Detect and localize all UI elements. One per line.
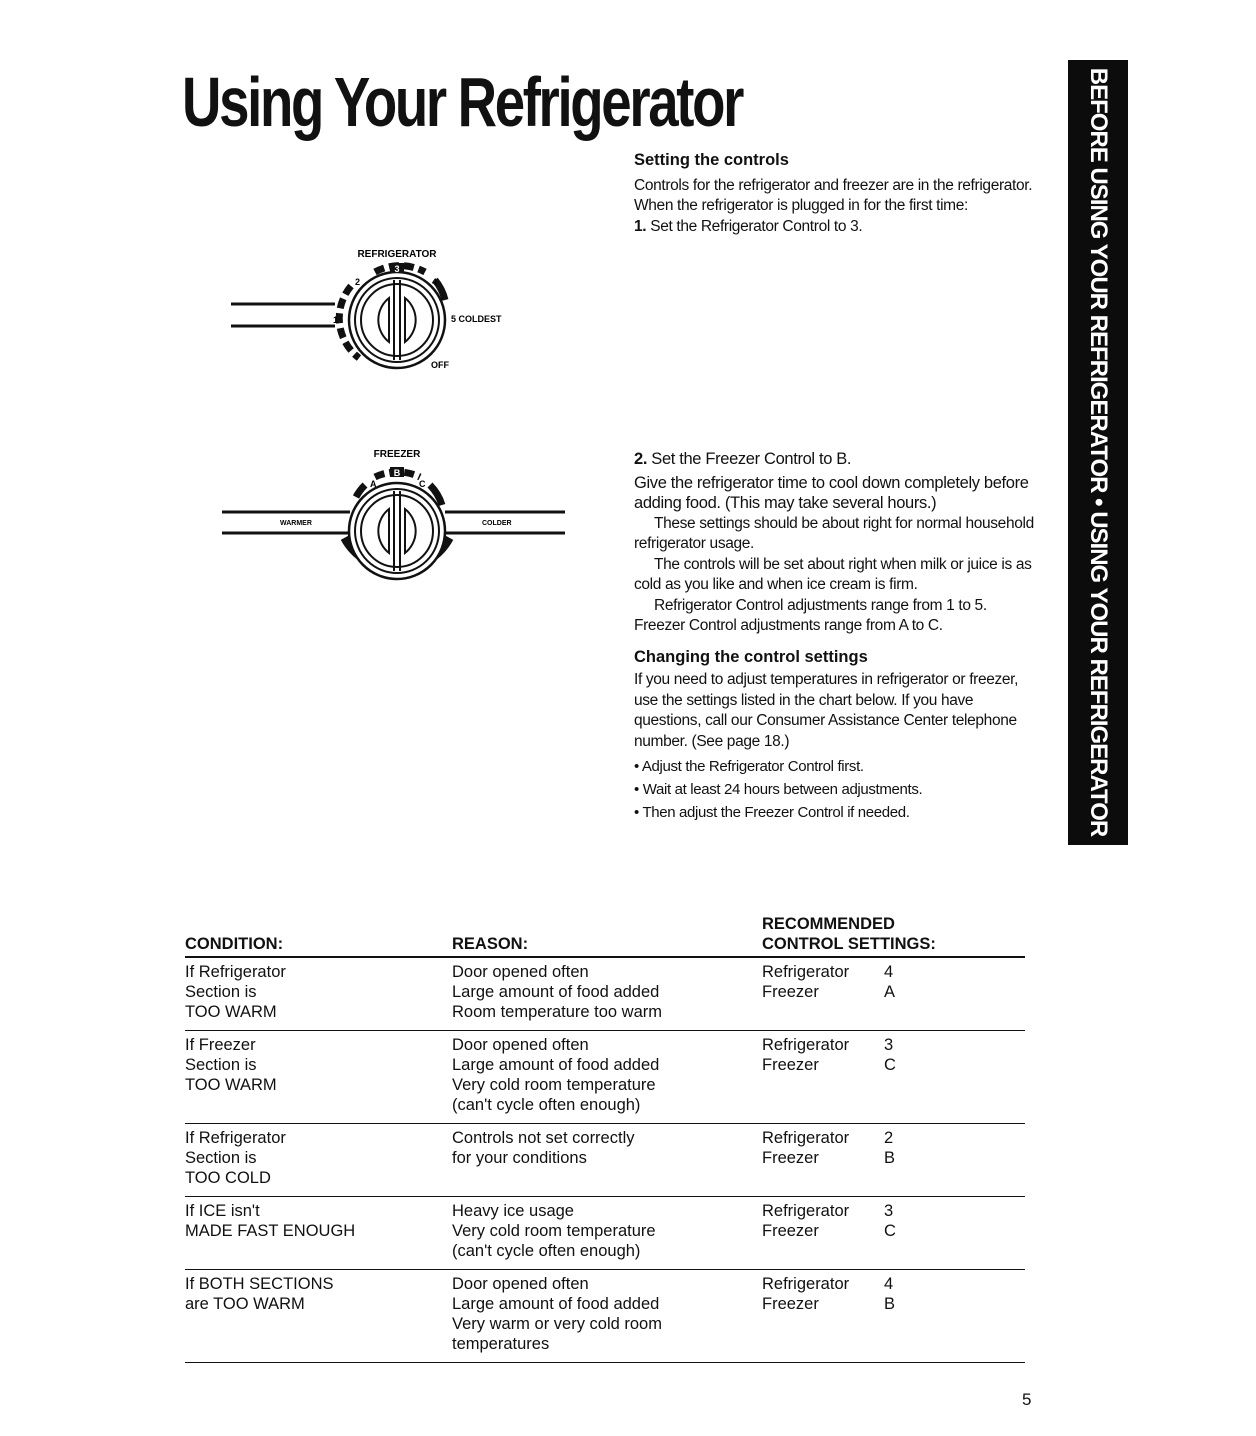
header-settings: RECOMMENDED [762,915,895,933]
cell-line: Section is [185,1149,257,1167]
page-title: Using Your Refrigerator [182,63,743,141]
paragraph: Give the refrigerator time to cool down completely before adding food. (This may take several hours.) [634,473,1029,512]
step-text: Set the Refrigerator Control to 3. [650,217,863,235]
cell-line: 3 [884,1036,894,1054]
section-heading: Setting the controls [634,151,789,169]
cell-line: Freezer [762,1295,819,1313]
cell-line: 4 [884,1275,894,1293]
cell-line: Section is [185,983,257,1001]
cell-line: Door opened often [452,1036,589,1054]
cell-line: Room temperature too warm [452,1003,662,1021]
dial-mark: 2 [355,277,361,287]
cell-line: Door opened often [452,1275,589,1293]
cell-line: B [884,1149,896,1167]
step-number: 1. [634,217,647,235]
cell-reason [452,1035,659,1115]
table-row [185,1270,1025,1363]
cell-line: Large amount of food added [452,983,660,1001]
dial-mark: 4 [432,277,438,287]
cell-line: Refrigerator [762,963,850,981]
cell-line: Very cold room temperature [452,1076,656,1094]
dial-colder-label: COLDER [482,520,512,527]
table-row [185,1031,1025,1124]
cell-line: Refrigerator [762,1275,850,1293]
changing-settings-section [634,647,1039,825]
cell-line: If Freezer [185,1036,256,1054]
cell-line: TOO COLD [185,1169,271,1187]
cell-line: TOO WARM [185,1003,277,1021]
cell-values [884,962,895,1002]
cell-values [884,1274,895,1314]
cell-line: Controls not set correctly [452,1129,635,1147]
cell-line: 3 [884,1202,894,1220]
cell-line: Large amount of food added [452,1056,660,1074]
paragraph: These settings should be about right for normal household refrigerator usage. [634,514,1034,552]
section-side-tab [1068,60,1128,845]
cell-line: Freezer [762,1149,819,1167]
cell-line: Very warm or very cold room [452,1315,662,1333]
cell-line: (can't cycle often enough) [452,1242,641,1260]
cell-reason [452,1274,662,1354]
dial-mark: C [419,479,426,489]
freezer-dial-selected: B [393,468,401,478]
cell-line: Very cold room temperature [452,1222,656,1240]
side-tab-label: BEFORE USING YOUR REFRIGERATOR • USING YOUR REFRIGERATOR [1085,67,1112,837]
control-settings-table [185,912,1025,1363]
paragraph: Refrigerator Control adjustments range from 1 to 5. Freezer Control adjustments range from A to C. [634,596,987,634]
cell-line: 2 [884,1129,894,1147]
cell-values [884,1035,896,1075]
cell-settings [762,962,849,1002]
dial-off-label: OFF [431,360,449,370]
table-row [185,958,1025,1031]
header-reason: REASON: [452,935,529,953]
cell-settings [762,1035,849,1075]
setting-controls-section [634,150,1039,237]
cell-line: If Refrigerator [185,1129,286,1147]
cell-reason [452,962,662,1022]
cell-condition [185,1035,277,1095]
cell-line: TOO WARM [185,1076,277,1094]
cell-line: C [884,1222,896,1240]
refrigerator-dial-diagram [225,240,525,400]
bullet-text: Then adjust the Freezer Control if needed. [642,804,910,821]
bullet-item: • Wait at least 24 hours between adjustments. [634,781,923,798]
table-header [185,912,1025,958]
cell-condition [185,1128,286,1188]
cell-line: If Refrigerator [185,963,286,981]
page-number: 5 [1022,1390,1032,1409]
refrigerator-dial-label: REFRIGERATOR [357,249,437,260]
step-text: Set the Freezer Control to B. [651,450,852,468]
cell-reason [452,1201,656,1261]
cell-line: MADE FAST ENOUGH [185,1222,356,1240]
paragraph: Controls for the refrigerator and freezer are in the refrigerator. When the refrigerator is plugged in for the first time: [634,176,1033,214]
step-number: 2. [634,450,648,468]
right-column-flow [634,449,1039,824]
cell-condition [185,962,286,1022]
cell-line: Freezer [762,1222,819,1240]
cell-line: Refrigerator [762,1036,850,1054]
freezer-dial-diagram [220,445,570,595]
cell-line: Heavy ice usage [452,1202,574,1220]
header-condition: CONDITION: [185,935,284,953]
cell-condition [185,1274,334,1314]
cell-values [884,1128,895,1168]
freezer-dial-label: FREEZER [373,449,421,460]
refrigerator-dial-selected: 3 [394,264,400,274]
cell-line: If ICE isn't [185,1202,260,1220]
dial-coldest-label: 5 COLDEST [451,314,502,324]
cell-line: Large amount of food added [452,1295,660,1313]
dial-mark: 1 [333,315,339,325]
cell-line: (can't cycle often enough) [452,1096,641,1114]
cell-condition [185,1201,355,1241]
bullet-text: Adjust the Refrigerator Control first. [641,758,864,775]
table-row [185,1197,1025,1270]
cell-line: B [884,1295,896,1313]
cell-line: Section is [185,1056,257,1074]
cell-line: Refrigerator [762,1129,850,1147]
table-row [185,1124,1025,1197]
cell-line: Freezer [762,983,819,1001]
cell-settings [762,1201,849,1241]
cell-settings [762,1274,849,1314]
cell-values [884,1201,896,1241]
cell-line: 4 [884,963,894,981]
cell-line: A [884,983,896,1001]
cell-line: for your conditions [452,1149,587,1167]
cell-line: If BOTH SECTIONS [185,1275,334,1293]
dial-mark: A [370,479,377,489]
header-settings: CONTROL SETTINGS: [762,935,936,953]
dial-warmer-label: WARMER [280,520,312,527]
section-heading: Changing the control settings [634,647,868,666]
bullet-text: Wait at least 24 hours between adjustments. [642,781,923,798]
table-body [185,958,1025,1363]
paragraph: If you need to adjust temperatures in refrigerator or freezer, use the settings listed in the chart below. If you have questions, call our Consumer Assistance Center telephone number. (See page 18.) [634,671,1019,750]
cell-reason [452,1128,634,1168]
header-settings-group [762,914,936,954]
cell-line: Freezer [762,1056,819,1074]
bullet-item: • Then adjust the Freezer Control if needed. [634,804,910,821]
bullet-item: • Adjust the Refrigerator Control first. [634,758,864,775]
cell-line: C [884,1056,896,1074]
cell-line: Door opened often [452,963,589,981]
cell-line: temperatures [452,1335,550,1353]
cell-line: Refrigerator [762,1202,850,1220]
cell-settings [762,1128,849,1168]
cell-line: are TOO WARM [185,1295,305,1313]
paragraph: The controls will be set about right when milk or juice is as cold as you like and when ice cream is firm. [634,555,1032,593]
setting-controls-continued [634,449,1039,637]
